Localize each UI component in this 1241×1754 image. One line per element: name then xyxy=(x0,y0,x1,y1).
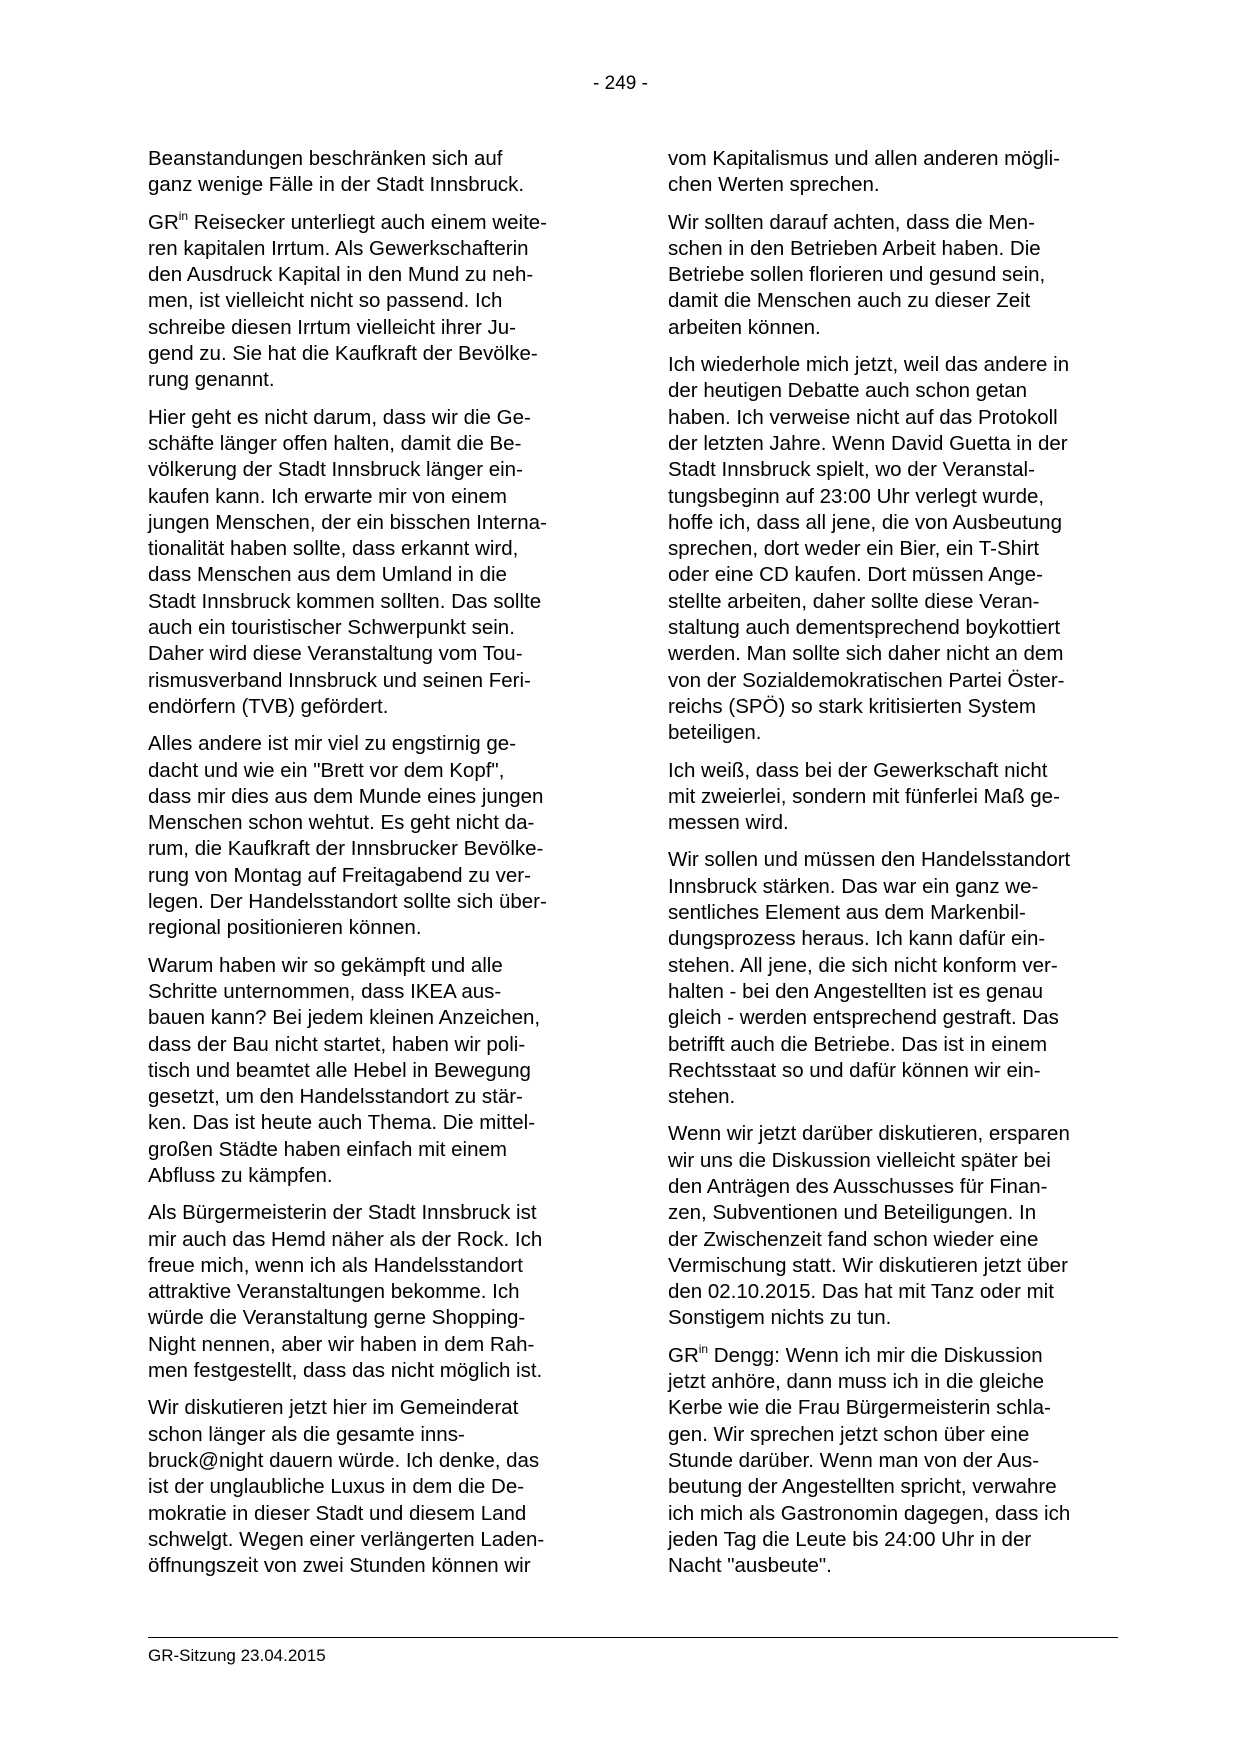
speaker-role-superscript: in xyxy=(178,208,189,223)
text-line: rung genannt. xyxy=(148,368,275,392)
text-line: Rechtsstaat so und dafür können wir ein- xyxy=(668,1058,1041,1082)
paragraph xyxy=(668,352,1113,746)
text-line: gleich - werden entsprechend gestraft. Das xyxy=(668,1006,1059,1030)
text-line: wir uns die Diskussion vielleicht später bei xyxy=(668,1148,1051,1172)
text-line: Wenn wir jetzt darüber diskutieren, ersparen xyxy=(668,1122,1070,1146)
text-line: sentliches Element aus dem Markenbil- xyxy=(668,901,1026,925)
text-line: vom Kapitalismus und allen anderen mögli- xyxy=(668,147,1060,170)
text-line xyxy=(668,1343,1113,1369)
paragraph xyxy=(668,847,1113,1110)
paragraph xyxy=(148,1200,593,1384)
speaker-role: GR xyxy=(668,1343,699,1367)
text-line: den Anträgen des Ausschusses für Finan- xyxy=(668,1174,1048,1198)
line-text: Dengg: Wenn ich mir die Diskussion xyxy=(708,1343,1043,1367)
text-line: dacht und wie ein "Brett vor dem Kopf", xyxy=(148,758,505,782)
text-line: der Zwischenzeit fand schon wieder eine xyxy=(668,1227,1039,1251)
text-line: Alles andere ist mir viel zu engstirnig ge- xyxy=(148,732,517,756)
line-text: Reisecker unterliegt auch einem weite- xyxy=(188,210,548,234)
text-line: ganz wenige Fälle in der Stadt Innsbruck. xyxy=(148,173,525,197)
text-line: den Ausdruck Kapital in den Mund zu neh- xyxy=(148,263,534,287)
text-line: Hier geht es nicht darum, dass wir die Ge- xyxy=(148,405,531,429)
text-line: Abfluss zu kämpfen. xyxy=(148,1163,333,1187)
text-line: staltung auch dementsprechend boykottiert xyxy=(668,616,1061,640)
text-line: kaufen kann. Ich erwarte mir von einem xyxy=(148,484,507,508)
text-line: Stunde darüber. Wenn man von der Aus- xyxy=(668,1448,1040,1472)
text-line: Ich wiederhole mich jetzt, weil das andere in xyxy=(668,353,1070,377)
text-line: regional positionieren können. xyxy=(148,916,422,940)
text-line: gesetzt, um den Handelsstandort zu stär- xyxy=(148,1085,523,1109)
text-line: Nacht "ausbeute". xyxy=(668,1554,832,1578)
text-line: großen Städte haben einfach mit einem xyxy=(148,1137,507,1161)
text-line: messen wird. xyxy=(668,811,789,835)
text-line: Als Bürgermeisterin der Stadt Innsbruck ist xyxy=(148,1201,537,1225)
speaker-role-superscript: in xyxy=(698,1341,709,1356)
text-line: oder eine CD kaufen. Dort müssen Ange- xyxy=(668,563,1043,587)
text-line: bauen kann? Bei jedem kleinen Anzeichen, xyxy=(148,1006,541,1030)
text-line: schon länger als die gesamte inns- xyxy=(148,1422,465,1446)
text-line: völkerung der Stadt Innsbruck länger ein- xyxy=(148,458,523,482)
paragraph xyxy=(148,210,593,394)
text-line: rum, die Kaufkraft der Innsbrucker Bevölke- xyxy=(148,837,544,861)
text-line: werden. Man sollte sich daher nicht an dem xyxy=(668,642,1064,666)
text-line: Kerbe wie die Frau Bürgermeisterin schla- xyxy=(668,1396,1051,1420)
text-line: freue mich, wenn ich als Handelsstandort xyxy=(148,1253,523,1277)
text-line: jeden Tag die Leute bis 24:00 Uhr in der xyxy=(668,1527,1032,1551)
text-line: zen, Subventionen und Beteiligungen. In xyxy=(668,1201,1037,1225)
text-line: tionalität haben sollte, dass erkannt wird, xyxy=(148,537,519,561)
text-line: Innsbruck stärken. Das war ein ganz we- xyxy=(668,874,1039,898)
text-line: Wir sollen und müssen den Handelsstandort xyxy=(668,848,1071,872)
text-line: dass mir dies aus dem Munde eines jungen xyxy=(148,784,544,808)
text-line xyxy=(148,210,593,236)
paragraph xyxy=(148,146,593,199)
text-line: würde die Veranstaltung gerne Shopping- xyxy=(148,1306,526,1330)
text-line: mir auch das Hemd näher als der Rock. Ich xyxy=(148,1227,543,1251)
text-line: dass Menschen aus dem Umland in die xyxy=(148,563,507,587)
paragraph xyxy=(668,1343,1113,1580)
text-line: endörfern (TVB) gefördert. xyxy=(148,694,389,718)
right-column xyxy=(668,146,1113,1590)
text-line: Night nennen, aber wir haben in dem Rah- xyxy=(148,1332,535,1356)
text-line: jetzt anhöre, dann muss ich in die gleiche xyxy=(668,1370,1045,1394)
text-line: bruck@night dauern würde. Ich denke, das xyxy=(148,1448,540,1472)
text-line: stellte arbeiten, daher sollte diese Veran- xyxy=(668,589,1040,613)
paragraph xyxy=(668,146,1113,199)
page-number: - 249 - xyxy=(593,73,648,94)
text-line: Wir diskutieren jetzt hier im Gemeinderat xyxy=(148,1396,519,1420)
text-line: betrifft auch die Betriebe. Das ist in einem xyxy=(668,1032,1048,1056)
text-line: reichs (SPÖ) so stark kritisierten System xyxy=(668,694,1036,718)
text-line: rung von Montag auf Freitagabend zu ver- xyxy=(148,863,531,887)
text-line: men, ist vielleicht nicht so passend. Ich xyxy=(148,289,503,313)
text-line: hoffe ich, dass all jene, die von Ausbeutung xyxy=(668,510,1062,534)
text-line: schreibe diesen Irrtum vielleicht ihrer Ju- xyxy=(148,315,516,339)
text-line: ren kapitalen Irrtum. Als Gewerkschafterin xyxy=(148,236,529,260)
text-line: schäfte länger offen halten, damit die Be- xyxy=(148,431,522,455)
footer-divider xyxy=(148,1637,1118,1638)
text-line: Beanstandungen beschränken sich auf xyxy=(148,147,503,170)
text-line: sprechen, dort weder ein Bier, ein T-Shirt xyxy=(668,537,1040,561)
text-line: öffnungszeit von zwei Stunden können wir xyxy=(148,1554,531,1578)
text-line: ist der unglaubliche Luxus in dem die De- xyxy=(148,1475,525,1499)
text-line: rismusverband Innsbruck und seinen Feri- xyxy=(148,668,531,692)
paragraph xyxy=(148,731,593,941)
text-line: mit zweierlei, sondern mit fünferlei Maß ge- xyxy=(668,784,1060,808)
text-line: der heutigen Debatte auch schon getan xyxy=(668,379,1028,403)
text-line: schen in den Betrieben Arbeit haben. Die xyxy=(668,236,1041,260)
left-column xyxy=(148,146,593,1590)
text-line: Daher wird diese Veranstaltung vom Tou- xyxy=(148,642,523,666)
paragraph xyxy=(148,953,593,1190)
footer-session-date: GR-Sitzung 23.04.2015 xyxy=(148,1646,326,1665)
text-line: haben. Ich verweise nicht auf das Protokoll xyxy=(668,405,1058,429)
text-line: tungsbeginn auf 23:00 Uhr verlegt wurde, xyxy=(668,484,1045,508)
text-line: legen. Der Handelsstandort sollte sich über- xyxy=(148,890,547,914)
text-line: Stadt Innsbruck kommen sollten. Das sollte xyxy=(148,589,542,613)
text-line: jungen Menschen, der ein bisschen Interna- xyxy=(148,510,547,534)
text-line: Stadt Innsbruck spielt, wo der Veranstal- xyxy=(668,458,1035,482)
text-line: Menschen schon wehtut. Es geht nicht da- xyxy=(148,811,535,835)
text-line: ich mich als Gastronomin dagegen, dass ich xyxy=(668,1501,1071,1525)
text-line: men festgestellt, dass das nicht möglich ist. xyxy=(148,1359,543,1383)
text-line: attraktive Veranstaltungen bekomme. Ich xyxy=(148,1280,520,1304)
text-line: beteiligen. xyxy=(668,721,762,745)
text-line: arbeiten können. xyxy=(668,315,821,339)
text-line: Schritte unternommen, dass IKEA aus- xyxy=(148,979,502,1003)
text-line: gen. Wir sprechen jetzt schon über eine xyxy=(668,1422,1030,1446)
text-line: Sonstigem nichts zu tun. xyxy=(668,1306,892,1330)
text-line: stehen. xyxy=(668,1085,736,1109)
text-line: schwelgt. Wegen einer verlängerten Laden- xyxy=(148,1527,545,1551)
text-line: chen Werten sprechen. xyxy=(668,173,880,197)
text-line: beutung der Angestellten spricht, verwahre xyxy=(668,1475,1057,1499)
text-line: mokratie in dieser Stadt und diesem Land xyxy=(148,1501,527,1525)
paragraph xyxy=(668,210,1113,341)
text-line: stehen. All jene, die sich nicht konform ver- xyxy=(668,953,1058,977)
text-line: damit die Menschen auch zu dieser Zeit xyxy=(668,289,1031,313)
text-line: ken. Das ist heute auch Thema. Die mittel- xyxy=(148,1111,536,1135)
text-line: dungsprozess heraus. Ich kann dafür ein- xyxy=(668,927,1046,951)
text-line: dass der Bau nicht startet, haben wir poli- xyxy=(148,1032,526,1056)
paragraph xyxy=(668,1121,1113,1331)
text-line: Betriebe sollen florieren und gesund sein, xyxy=(668,263,1046,287)
text-line: den 02.10.2015. Das hat mit Tanz oder mit xyxy=(668,1280,1054,1304)
paragraph xyxy=(148,405,593,721)
text-line: der letzten Jahre. Wenn David Guetta in der xyxy=(668,431,1068,455)
text-line: Ich weiß, dass bei der Gewerkschaft nicht xyxy=(668,758,1048,782)
text-line: gend zu. Sie hat die Kaufkraft der Bevölke- xyxy=(148,342,538,366)
text-line: auch ein touristischer Schwerpunkt sein. xyxy=(148,616,515,640)
text-line: Wir sollten darauf achten, dass die Men- xyxy=(668,210,1035,234)
paragraph xyxy=(148,1395,593,1579)
text-line: Vermischung statt. Wir diskutieren jetzt über xyxy=(668,1253,1068,1277)
text-line: tisch und beamtet alle Hebel in Bewegung xyxy=(148,1058,531,1082)
text-line: Warum haben wir so gekämpft und alle xyxy=(148,953,503,977)
text-line: von der Sozialdemokratischen Partei Öster- xyxy=(668,668,1065,692)
paragraph xyxy=(668,758,1113,837)
speaker-role: GR xyxy=(148,210,179,234)
text-line: halten - bei den Angestellten ist es genau xyxy=(668,979,1043,1003)
